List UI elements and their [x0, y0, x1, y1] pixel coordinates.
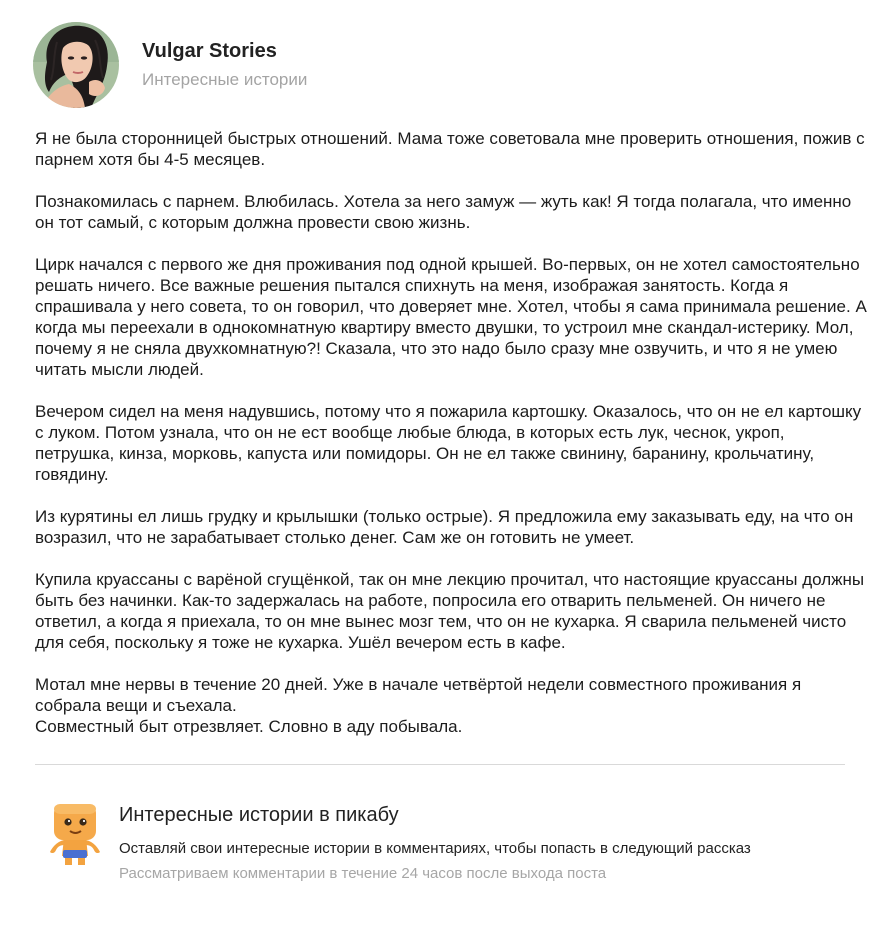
footer-note: Рассматриваем комментарии в течение 24 часов после выхода поста: [119, 865, 607, 882]
footer-description: Оставляй свои интересные истории в комментариях, чтобы попасть в следующий рассказ: [119, 840, 751, 857]
author-subtitle: Интересные истории: [142, 70, 308, 89]
author-name[interactable]: Vulgar Stories: [142, 40, 277, 62]
section-divider: [35, 764, 845, 765]
author-avatar[interactable]: [33, 22, 119, 108]
story-paragraph: Познакомилась с парнем. Влюбилась. Хотела за него замуж — жуть как! Я тогда полагала, что именно он тот самый, с которым должна провести свою жизнь.: [35, 192, 852, 232]
story-text: [35, 128, 867, 737]
story-paragraph: Из курятины ел лишь грудку и крылышки (только острые). Я предложила ему заказывать еду, на что он возразил, что не зарабатывает столько денег. Сам же он готовить не умеет.: [35, 507, 854, 547]
footer-title: Интересные истории в пикабу: [119, 804, 399, 826]
pikabu-mascot-icon: [46, 798, 104, 866]
author-info: [142, 22, 307, 91]
story-conclusion-line: Совместный быт отрезвляет. Словно в аду побывала.: [35, 717, 463, 736]
post-header: [33, 22, 307, 108]
footer-promo: [119, 802, 751, 884]
story-paragraph: Купила круассаны с варёной сгущёнкой, так он мне лекцию прочитал, что настоящие круассаны должны быть без начинки. Как-то задержалась на работе, попросила его отварить пельменей. Он ничего не ответил, а когда я приехала, то он мне вынес мозг тем, что он не кухарка. Я сварила пельменей чисто для себя, поскольку я тоже не кухарка. Ушёл вечером есть в кафе.: [35, 570, 865, 652]
avatar-woman-illustration-icon: [33, 22, 119, 108]
story-paragraph: Я не была сторонницей быстрых отношений. Мама тоже советовала мне проверить отношения, пожив с парнем хотя бы 4-5 месяцев.: [35, 129, 865, 169]
story-paragraph: Вечером сидел на меня надувшись, потому что я пожарила картошку. Оказалось, что он не ел картошку с луком. Потом узнала, что он не ест вообще любые блюда, в которых есть лук, чеснок, укроп, петрушка, кинза, морковь, капуста или помидоры. Он не ел также свинину, баранину, крольчатину, говядину.: [35, 402, 862, 484]
story-closing-line: Мотал мне нервы в течение 20 дней. Уже в начале четвёртой недели совместного проживания я собрала вещи и съехала.: [35, 675, 802, 715]
story-closing: [35, 674, 867, 737]
story-paragraph: Цирк начался с первого же дня проживания под одной крышей. Во-первых, он не хотел самостоятельно решать ничего. Все важные решения пытался спихнуть на меня, изображая занятость. Когда я спрашивала у него совета, то он говорил, что доверяет мне. Хотел, чтобы я сама принимала решение. А когда мы переехали в однокомнатную квартиру вместо двушки, то устроил мне скандал-истерику. Мол, почему я не сняла двухкомнатную?! Сказала, что это надо было сразу мне озвучить, и что я не умею читать мысли людей.: [35, 255, 867, 379]
